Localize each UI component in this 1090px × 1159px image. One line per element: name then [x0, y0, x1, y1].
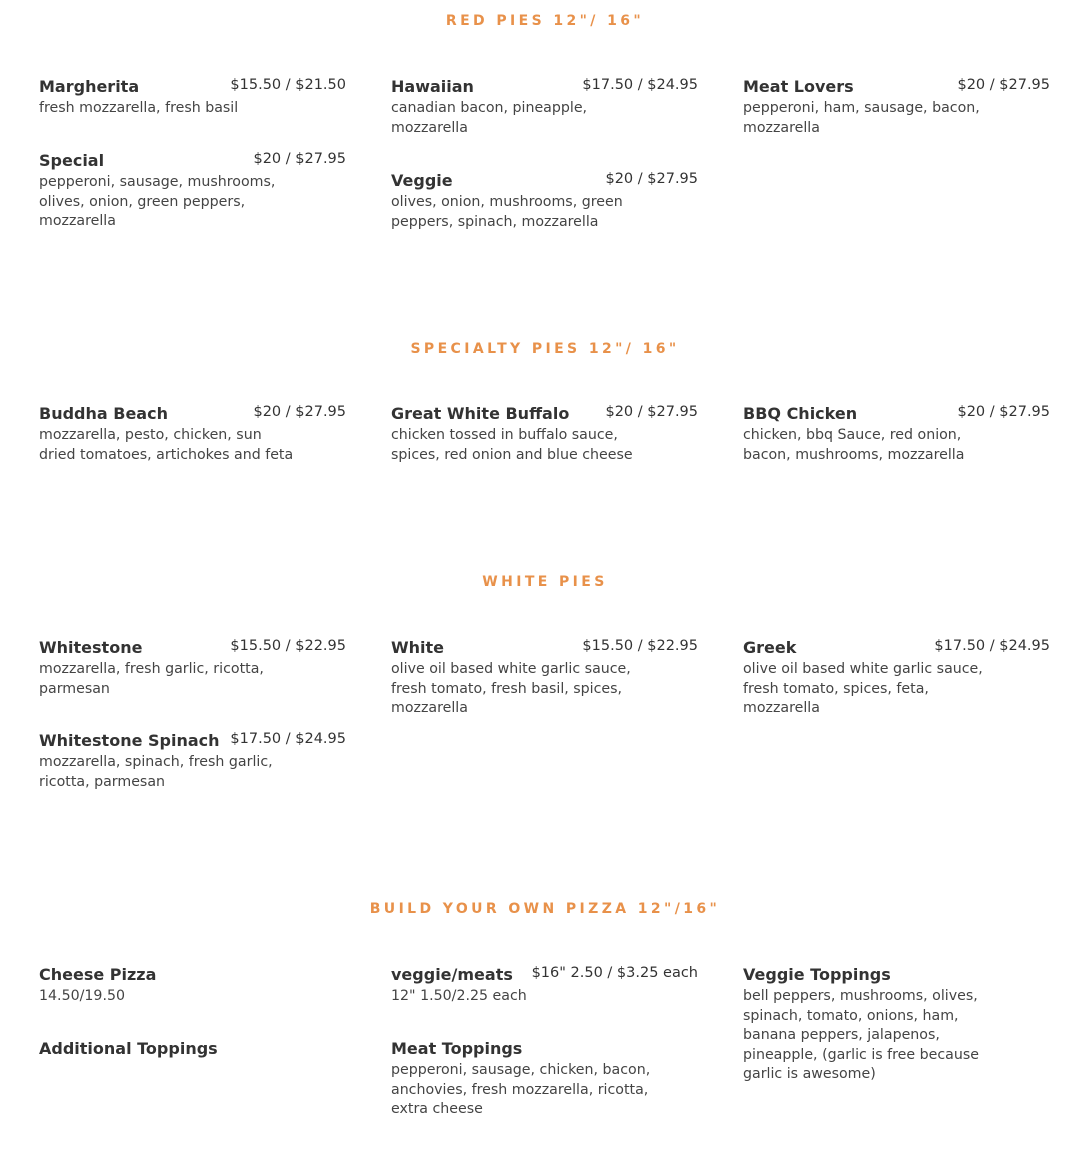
menu-item-margherita	[39, 77, 346, 119]
item-description: mozzarella, spinach, fresh garlic, ricotta, parmesan	[39, 754, 273, 790]
item-price: $20 / $27.95	[605, 171, 698, 187]
item-description: bell peppers, mushrooms, olives, spinach, tomato, onions, ham, banana peppers, jalapenos, pineapple, (garlic is free because garlic is awesome)	[743, 988, 979, 1082]
item-description: pepperoni, sausage, chicken, bacon, anchovies, fresh mozzarella, ricotta, extra cheese	[391, 1062, 651, 1117]
item-price: $17.50 / $24.95	[230, 731, 346, 747]
item-price: $17.50 / $24.95	[934, 638, 1050, 654]
item-name: Buddha Beach	[39, 404, 168, 423]
item-name: Additional Toppings	[39, 1039, 218, 1058]
menu-item-hawaiian	[391, 77, 698, 138]
item-price: $16" 2.50 / $3.25 each	[531, 965, 698, 981]
menu-item-great-white-buffalo	[391, 404, 698, 465]
item-price: $20 / $27.95	[253, 151, 346, 167]
item-description: 12" 1.50/2.25 each	[391, 988, 527, 1004]
item-name: Great White Buffalo	[391, 404, 570, 423]
item-name: Cheese Pizza	[39, 965, 157, 984]
item-description: olives, onion, mushrooms, green peppers, spinach, mozzarella	[391, 194, 623, 230]
item-price: $20 / $27.95	[957, 404, 1050, 420]
item-name: Whitestone Spinach	[39, 731, 220, 750]
item-name: Whitestone	[39, 638, 143, 657]
item-price: $20 / $27.95	[253, 404, 346, 420]
item-name: Hawaiian	[391, 77, 474, 96]
item-name: Special	[39, 151, 105, 170]
item-name: White	[391, 638, 445, 657]
section-title-build-your-own: BUILD YOUR OWN PIZZA 12"/16"	[369, 901, 721, 917]
menu-item-veggie-toppings	[743, 965, 1050, 1085]
item-price: $20 / $27.95	[605, 404, 698, 420]
menu-item-whitestone	[39, 638, 346, 699]
item-name: Veggie Toppings	[743, 965, 891, 984]
item-description: mozzarella, pesto, chicken, sun dried tomatoes, artichokes and feta	[39, 427, 294, 463]
item-name: Margherita	[39, 77, 140, 96]
menu-item-whitestone-spinach	[39, 731, 346, 792]
item-price: $15.50 / $21.50	[230, 77, 346, 93]
section-title-specialty-pies: SPECIALTY PIES 12"/ 16"	[410, 341, 680, 357]
item-description: canadian bacon, pineapple, mozzarella	[391, 100, 588, 136]
menu-item-veggie	[391, 171, 698, 232]
item-description: mozzarella, fresh garlic, ricotta, parmesan	[39, 661, 264, 697]
menu-item-greek	[743, 638, 1050, 719]
item-description: olive oil based white garlic sauce, fresh tomato, fresh basil, spices, mozzarella	[391, 661, 631, 716]
item-name: Greek	[743, 638, 797, 657]
item-description: fresh mozzarella, fresh basil	[39, 100, 239, 116]
menu-item-meat-toppings	[391, 1039, 698, 1120]
menu-item-white	[391, 638, 698, 719]
item-price: $15.50 / $22.95	[230, 638, 346, 654]
item-price: $17.50 / $24.95	[582, 77, 698, 93]
item-name: BBQ Chicken	[743, 404, 858, 423]
menu-item-meat-lovers	[743, 77, 1050, 138]
item-price: $15.50 / $22.95	[582, 638, 698, 654]
item-name: Veggie	[391, 171, 453, 190]
section-title-white-pies: WHITE PIES	[482, 574, 608, 590]
section-title-red-pies: RED PIES 12"/ 16"	[445, 13, 645, 29]
menu-item-cheese-pizza	[39, 965, 346, 1007]
item-name: Meat Lovers	[743, 77, 854, 96]
item-description: pepperoni, ham, sausage, bacon, mozzarella	[743, 100, 980, 136]
item-description: olive oil based white garlic sauce, fresh tomato, spices, feta, mozzarella	[743, 661, 983, 716]
item-description: chicken tossed in buffalo sauce, spices, red onion and blue cheese	[391, 427, 633, 463]
item-name: veggie/meats	[391, 965, 513, 984]
item-name: Meat Toppings	[391, 1039, 523, 1058]
item-description: pepperoni, sausage, mushrooms, olives, onion, green peppers, mozzarella	[39, 174, 276, 229]
menu-item-additional-toppings	[39, 1039, 346, 1061]
menu-item-buddha-beach	[39, 404, 346, 465]
item-price: $20 / $27.95	[957, 77, 1050, 93]
item-description: 14.50/19.50	[39, 988, 126, 1004]
menu-item-special	[39, 151, 346, 232]
menu-item-veggie-meats	[391, 965, 698, 1007]
menu-item-bbq-chicken	[743, 404, 1050, 465]
item-description: chicken, bbq Sauce, red onion, bacon, mushrooms, mozzarella	[743, 427, 965, 463]
